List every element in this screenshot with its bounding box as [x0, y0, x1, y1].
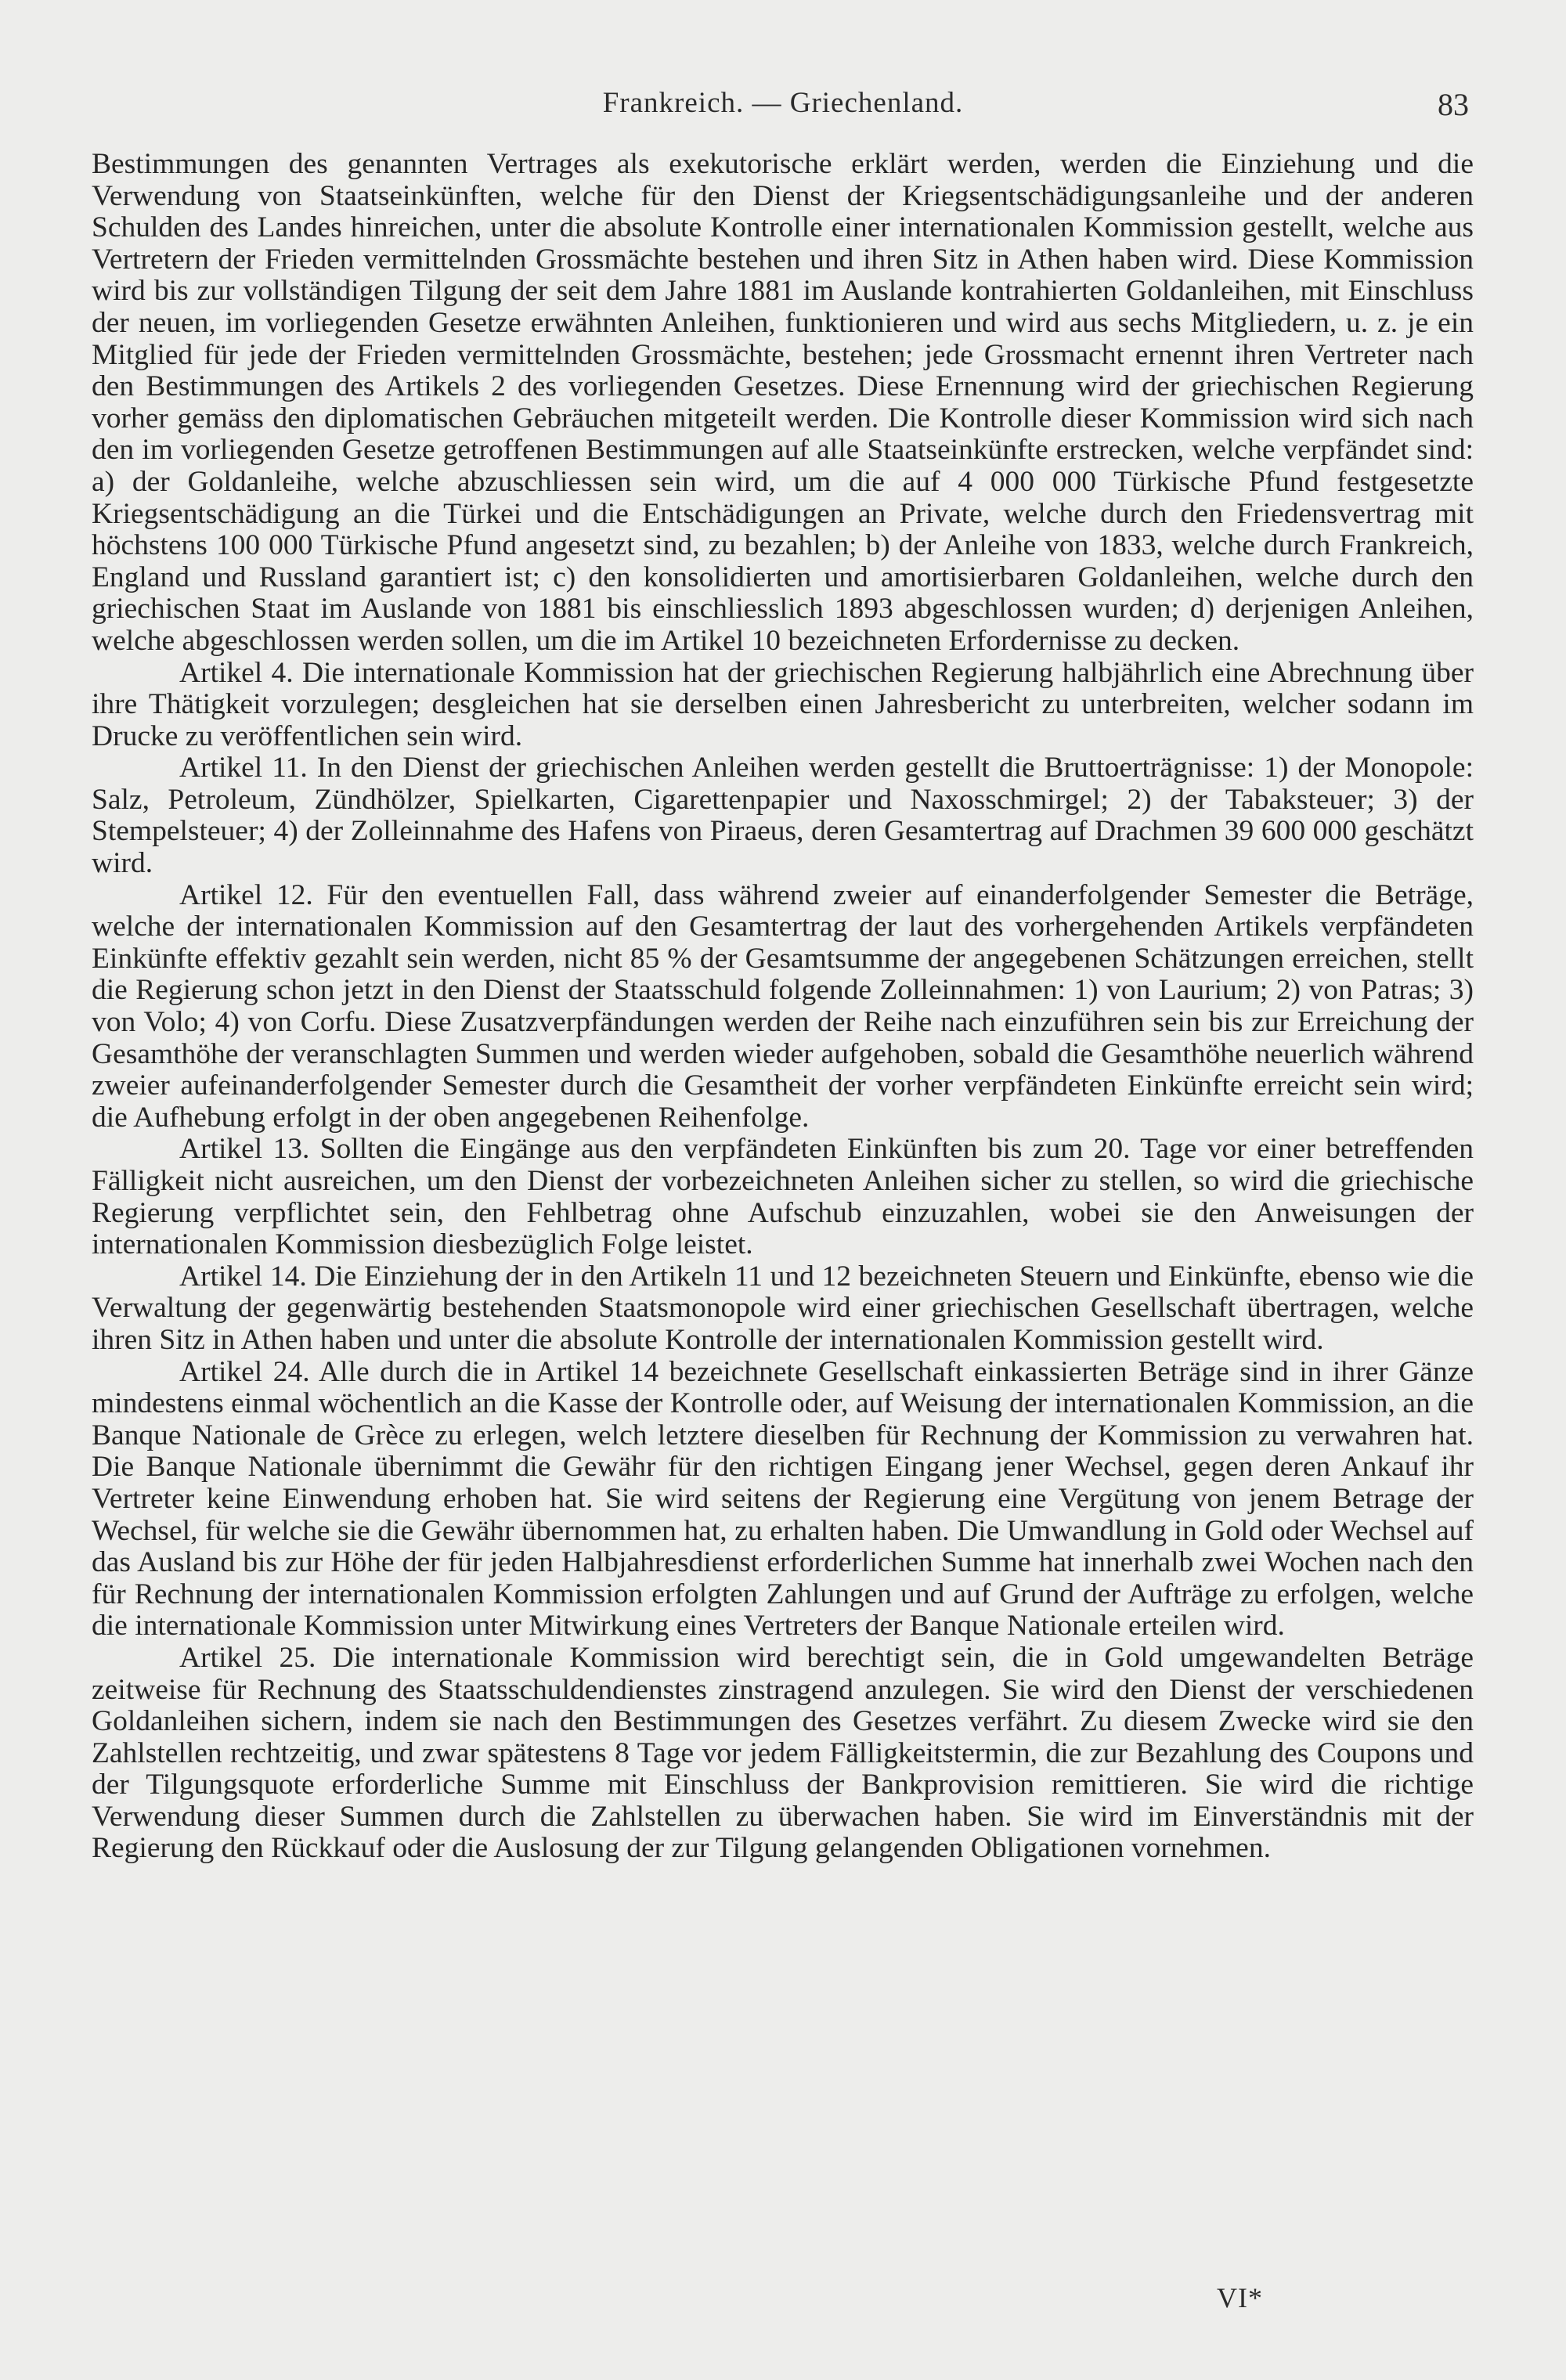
paragraph-artikel-14: Artikel 14. Die Einziehung der in den Artikeln 11 und 12 bezeichneten Steuern und Einkünfte, ebenso wie die Verwaltung der gegenwärtig bestehenden Staatsmonopole wird einer griechischen Gesellschaft übertragen, welche ihren Sitz in Athen haben und unter die absolute Kontrolle der internationalen Kommission gestellt wird.	[92, 1260, 1474, 1356]
sheet-signature: VI*	[1217, 2282, 1263, 2313]
paragraph-artikel-12: Artikel 12. Für den eventuellen Fall, dass während zweier auf einanderfolgender Semester die Beträge, welche der internationalen Kommission auf den Gesamtertrag der laut des vorhergehenden Artikels verpfändeten Einkünfte effektiv gezahlt sein werden, nicht 85 % der Gesamtsumme der angegebenen Schätzungen erreichen, stellt die Regierung schon jetzt in den Dienst der Staatsschuld folgende Zolleinnahmen: 1) von Laurium; 2) von Patras; 3) von Volo; 4) von Corfu. Diese Zusatzverpfändungen werden der Reihe nach einzuführen sein bis zur Erreichung der Gesamthöhe der veranschlagten Summen und werden wieder aufgehoben, sobald die Gesamthöhe neuerlich während zweier aufeinanderfolgender Semester durch die Gesamtheit der vorher verpfändeten Einkünfte erreicht sein wird; die Aufhebung erfolgt in der oben angegebenen Reihenfolge.	[92, 878, 1474, 1134]
paragraph-continuation: Bestimmungen des genannten Vertrages als exekutorische erklärt werden, werden die Einziehung und die Verwendung von Staatseinkünften, welche für den Dienst der Kriegsentschädigungsanleihe und der anderen Schulden des Landes hinreichen, unter die absolute Kontrolle einer internationalen Kommission gestellt, welche aus Vertretern der Frieden vermittelnden Grossmächte bestehen und ihren Sitz in Athen haben wird. Diese Kommission wird bis zur vollständigen Tilgung der seit dem Jahre 1881 im Auslande kontrahierten Goldanleihen, mit Einschluss der neuen, im vorliegenden Gesetze erwähnten Anleihen, funktionieren und wird aus sechs Mitgliedern, u. z. je ein Mitglied für jede der Frieden vermittelnden Grossmächte, bestehen; jede Grossmacht ernennt ihren Vertreter nach den Bestimmungen des Artikels 2 des vorliegenden Gesetzes. Diese Ernennung wird der griechischen Regierung vorher gemäss den diplomatischen Gebräuchen mitgeteilt werden. Die Kontrolle dieser Kommission wird sich nach den im vorliegenden Gesetze getroffenen Bestimmungen auf alle Staatseinkünfte erstrecken, welche verpfändet sind: a) der Goldanleihe, welche abzuschliessen sein wird, um die auf 4 000 000 Türkische Pfund festgesetzte Kriegsentschädigung an die Türkei und die Entschädigungen an Private, welche durch den Friedensvertrag mit höchstens 100 000 Türkische Pfund angesetzt sind, zu bezahlen; b) der Anleihe von 1833, welche durch Frankreich, England und Russland garantiert ist; c) den konsolidierten und amortisierbaren Goldanleihen, welche durch den griechischen Staat im Auslande von 1881 bis einschliesslich 1893 abgeschlossen wurden; d) derjenigen Anleihen, welche abgeschlossen werden sollen, um die im Artikel 10 bezeichneten Erfordernisse zu decken.	[92, 148, 1474, 657]
page-number: 83	[1438, 87, 1469, 122]
running-title: Frankreich. — Griechenland.	[602, 87, 964, 119]
paragraph-artikel-24: Artikel 24. Alle durch die in Artikel 14 bezeichnete Gesellschaft einkassierten Beträge sind in ihrer Gänze mindestens einmal wöchentlich an die Kasse der Kontrolle oder, auf Weisung der internationalen Kommission, an die Banque Nationale de Grèce zu erlegen, welch letztere dieselben für Rechnung der Kommission zu verwahren hat. Die Banque Nationale übernimmt die Gewähr für den richtigen Eingang jener Wechsel, gegen deren Ankauf ihr Vertreter keine Einwendung erhoben hat. Sie wird seitens der Regierung eine Vergütung von jenem Betrage der Wechsel, für welche sie die Gewähr übernommen hat, zu erhalten haben. Die Umwandlung in Gold oder Wechsel auf das Ausland bis zur Höhe der für jeden Halbjahresdienst erforderlichen Summe hat innerhalb zwei Wochen nach den für Rechnung der internationalen Kommission erfolgten Zahlungen und auf Grund der Aufträge zu erfolgen, welche die internationale Kommission unter Mitwirkung eines Vertreters der Banque Nationale erteilen wird.	[92, 1355, 1474, 1643]
body-text	[92, 149, 1474, 1865]
paragraph-artikel-4: Artikel 4. Die internationale Kommission hat der griechischen Regierung halbjährlich eine Abrechnung über ihre Thätigkeit vorzulegen; desgleichen hat sie derselben einen Jahresbericht zu unterbreiten, welcher sodann im Drucke zu veröffentlichen sein wird.	[92, 656, 1474, 752]
paragraph-artikel-11: Artikel 11. In den Dienst der griechischen Anleihen werden gestellt die Bruttoerträgnisse: 1) der Monopole: Salz, Petroleum, Zündhölzer, Spielkarten, Cigarettenpapier und Naxosschmirgel; 2) der Tabaksteuer; 3) der Stempelsteuer; 4) der Zolleinnahme des Hafens von Piraeus, deren Gesamtertrag auf Drachmen 39 600 000 geschätzt wird.	[92, 752, 1474, 880]
paragraph-artikel-25: Artikel 25. Die internationale Kommission wird berechtigt sein, die in Gold umgewandelten Beträge zeitweise für Rechnung des Staatsschuldendienstes zinstragend anzulegen. Sie wird den Dienst der verschiedenen Goldanleihen sichern, indem sie nach den Bestimmungen des Gesetzes verfährt. Zu diesem Zwecke wird sie den Zahlstellen rechtzeitig, und zwar spätestens 8 Tage vor jedem Fälligkeitstermin, die zur Bezahlung des Coupons und der Tilgungsquote erforderliche Summe mit Einschluss der Bankprovision remittieren. Sie wird die richtige Verwendung dieser Summen durch die Zahlstellen zu überwachen haben. Sie wird im Einverständnis mit der Regierung den Rückkauf oder die Auslosung der zur Tilgung gelangenden Obligationen vornehmen.	[92, 1641, 1474, 1865]
paragraph-artikel-13: Artikel 13. Sollten die Eingänge aus den verpfändeten Einkünften bis zum 20. Tage vor einer betreffenden Fälligkeit nicht ausreichen, um den Dienst der vorbezeichneten Anleihen sicher zu stellen, so wird die griechische Regierung verpflichtet sein, den Fehlbetrag ohne Aufschub einzuzahlen, wobei sie den Anweisungen der internationalen Kommission diesbezüglich Folge leistet.	[92, 1133, 1474, 1261]
